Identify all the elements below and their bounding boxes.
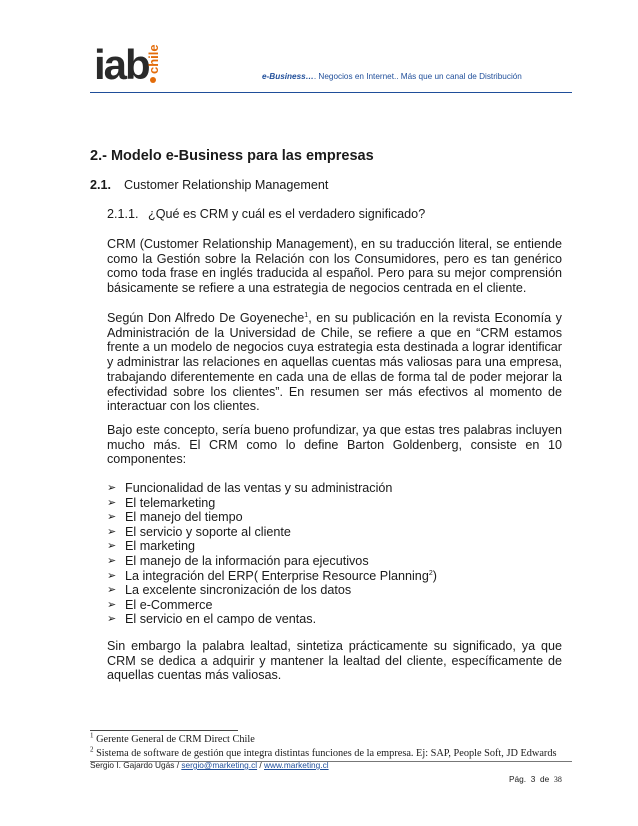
author-email-link[interactable]: sergio@marketing.cl (181, 760, 258, 770)
arrow-bullet-icon: ➢ (107, 554, 117, 567)
arrow-bullet-icon: ➢ (107, 613, 117, 626)
list-item: ➢ El servicio y soporte al cliente (107, 524, 291, 539)
footnote-2: $^2$ Sistema de software de gestión que integra distintas funciones de la empresa. Ej: SAP, People Soft, JD Edwards (90, 745, 557, 759)
header-divider (90, 92, 572, 93)
arrow-bullet-icon: ➢ (107, 496, 117, 509)
logo-sub-text: chile (146, 44, 161, 74)
subsubsection-number: 2.1.1. (107, 207, 139, 221)
footnote-divider (90, 730, 238, 731)
arrow-bullet-icon: ➢ (107, 482, 117, 494)
list-item: ➢ Funcionalidad de las ventas y su administración (107, 481, 393, 495)
logo-main-text: iab (94, 41, 149, 88)
arrow-bullet-icon: ➢ (107, 511, 117, 524)
arrow-bullet-icon: ➢ (107, 525, 117, 538)
list-item: ➢ El marketing (107, 539, 195, 554)
iab-chile-logo (94, 30, 164, 90)
author-name: Sergio I. Gajardo Ugás / (90, 760, 180, 770)
header-rest: . Negocios en Internet.. Más que un canal de Distribución (313, 72, 522, 81)
list-item: ➢ El manejo del tiempo (107, 510, 243, 525)
paragraph-goyeneche (107, 311, 562, 414)
list-item: ➢ El manejo de la información para ejecutivos (107, 553, 369, 568)
section-title: 2.- Modelo e-Business para las empresas (90, 148, 374, 164)
subsection-title: Customer Relationship Management (124, 178, 329, 192)
website-link[interactable]: www.marketing.cl (264, 760, 329, 770)
arrow-bullet-icon: ➢ (107, 598, 117, 611)
footer-author: Sergio I. Gajardo Ugás / sergio@marketing.cl / www.marketing.cl (90, 760, 329, 770)
crm-components-list (107, 481, 437, 627)
total-pages: 38 (553, 775, 562, 784)
arrow-bullet-icon: ➢ (107, 584, 117, 597)
header-emphasis: e-Business… (262, 72, 314, 81)
footnotes (90, 733, 557, 761)
arrow-bullet-icon: ➢ (107, 569, 117, 582)
footnote-1: $^1$ Gerente General de CRM Direct Chile (90, 731, 255, 745)
arrow-bullet-icon: ➢ (107, 540, 117, 553)
footnote-ref-2[interactable]: 2 (428, 569, 433, 577)
page-number: Pág. 3 de 38 (509, 774, 562, 784)
list-item: ➢ El servicio en el campo de ventas. (107, 612, 317, 627)
list-item: ➢ La excelente sincronización de los datos (107, 583, 352, 598)
paragraph-crm-definition: CRM (Customer Relationship Management), en su traducción literal, se entiende como la Gestión sobre la Relación con los Consumidores, pero es tan genérico como toda frase en inglés traducida al español. Pero para su mejor comprensión básicamente se refiere a una estrategia de negocios centrada en el cliente. (107, 237, 562, 296)
list-item: ➢ El telemarketing (107, 495, 216, 510)
list-item: ➢ La integración del ERP( Enterprise Resource Planning$^2$) (107, 568, 437, 583)
paragraph-goyeneche-start: Según Don Alfredo De Goyeneche (107, 311, 305, 325)
paragraph-lealtad: Sin embargo la palabra lealtad, sintetiza prácticamente su significado, ya que CRM se dedica a adquirir y mantener la lealtad del cliente, específicamente de aquellas cuentas más valiosas. (107, 639, 562, 683)
subsection-number: 2.1. (90, 178, 112, 192)
list-item: ➢ El e-Commerce (107, 597, 213, 612)
subsection-heading (90, 178, 328, 192)
paragraph-goldenberg: Bajo este concepto, sería bueno profundizar, ya que estas tres palabras incluyen mucho más. El CRM como lo define Barton Goldenberg, consiste en 10 componentes: (107, 423, 562, 467)
paragraph-goyeneche-rest: , en su publicación en la revista Economía y Administración de la Universidad de Chile, se refiere a que en “CRM estamos frente a un modelo de negocios cuya estrategia esta destinada a lograr identificar y administrar las relaciones en aquellas cuentas más valiosas para una empresa, trabajando diferentemente en cada una de ellas de forma tal de poder mejorar la efectividad sobre los clientes”. En resumen ser más efectivos al momento de interactuar con los clientes. (107, 311, 562, 414)
logo-dot (150, 77, 156, 83)
subsubsection-title: ¿Qué es CRM y cuál es el verdadero significado? (148, 207, 426, 221)
subsubsection-heading (107, 207, 425, 221)
footnote-ref-1[interactable]: 1 (304, 311, 309, 319)
running-header (262, 72, 522, 81)
current-page: 3 (530, 774, 536, 784)
